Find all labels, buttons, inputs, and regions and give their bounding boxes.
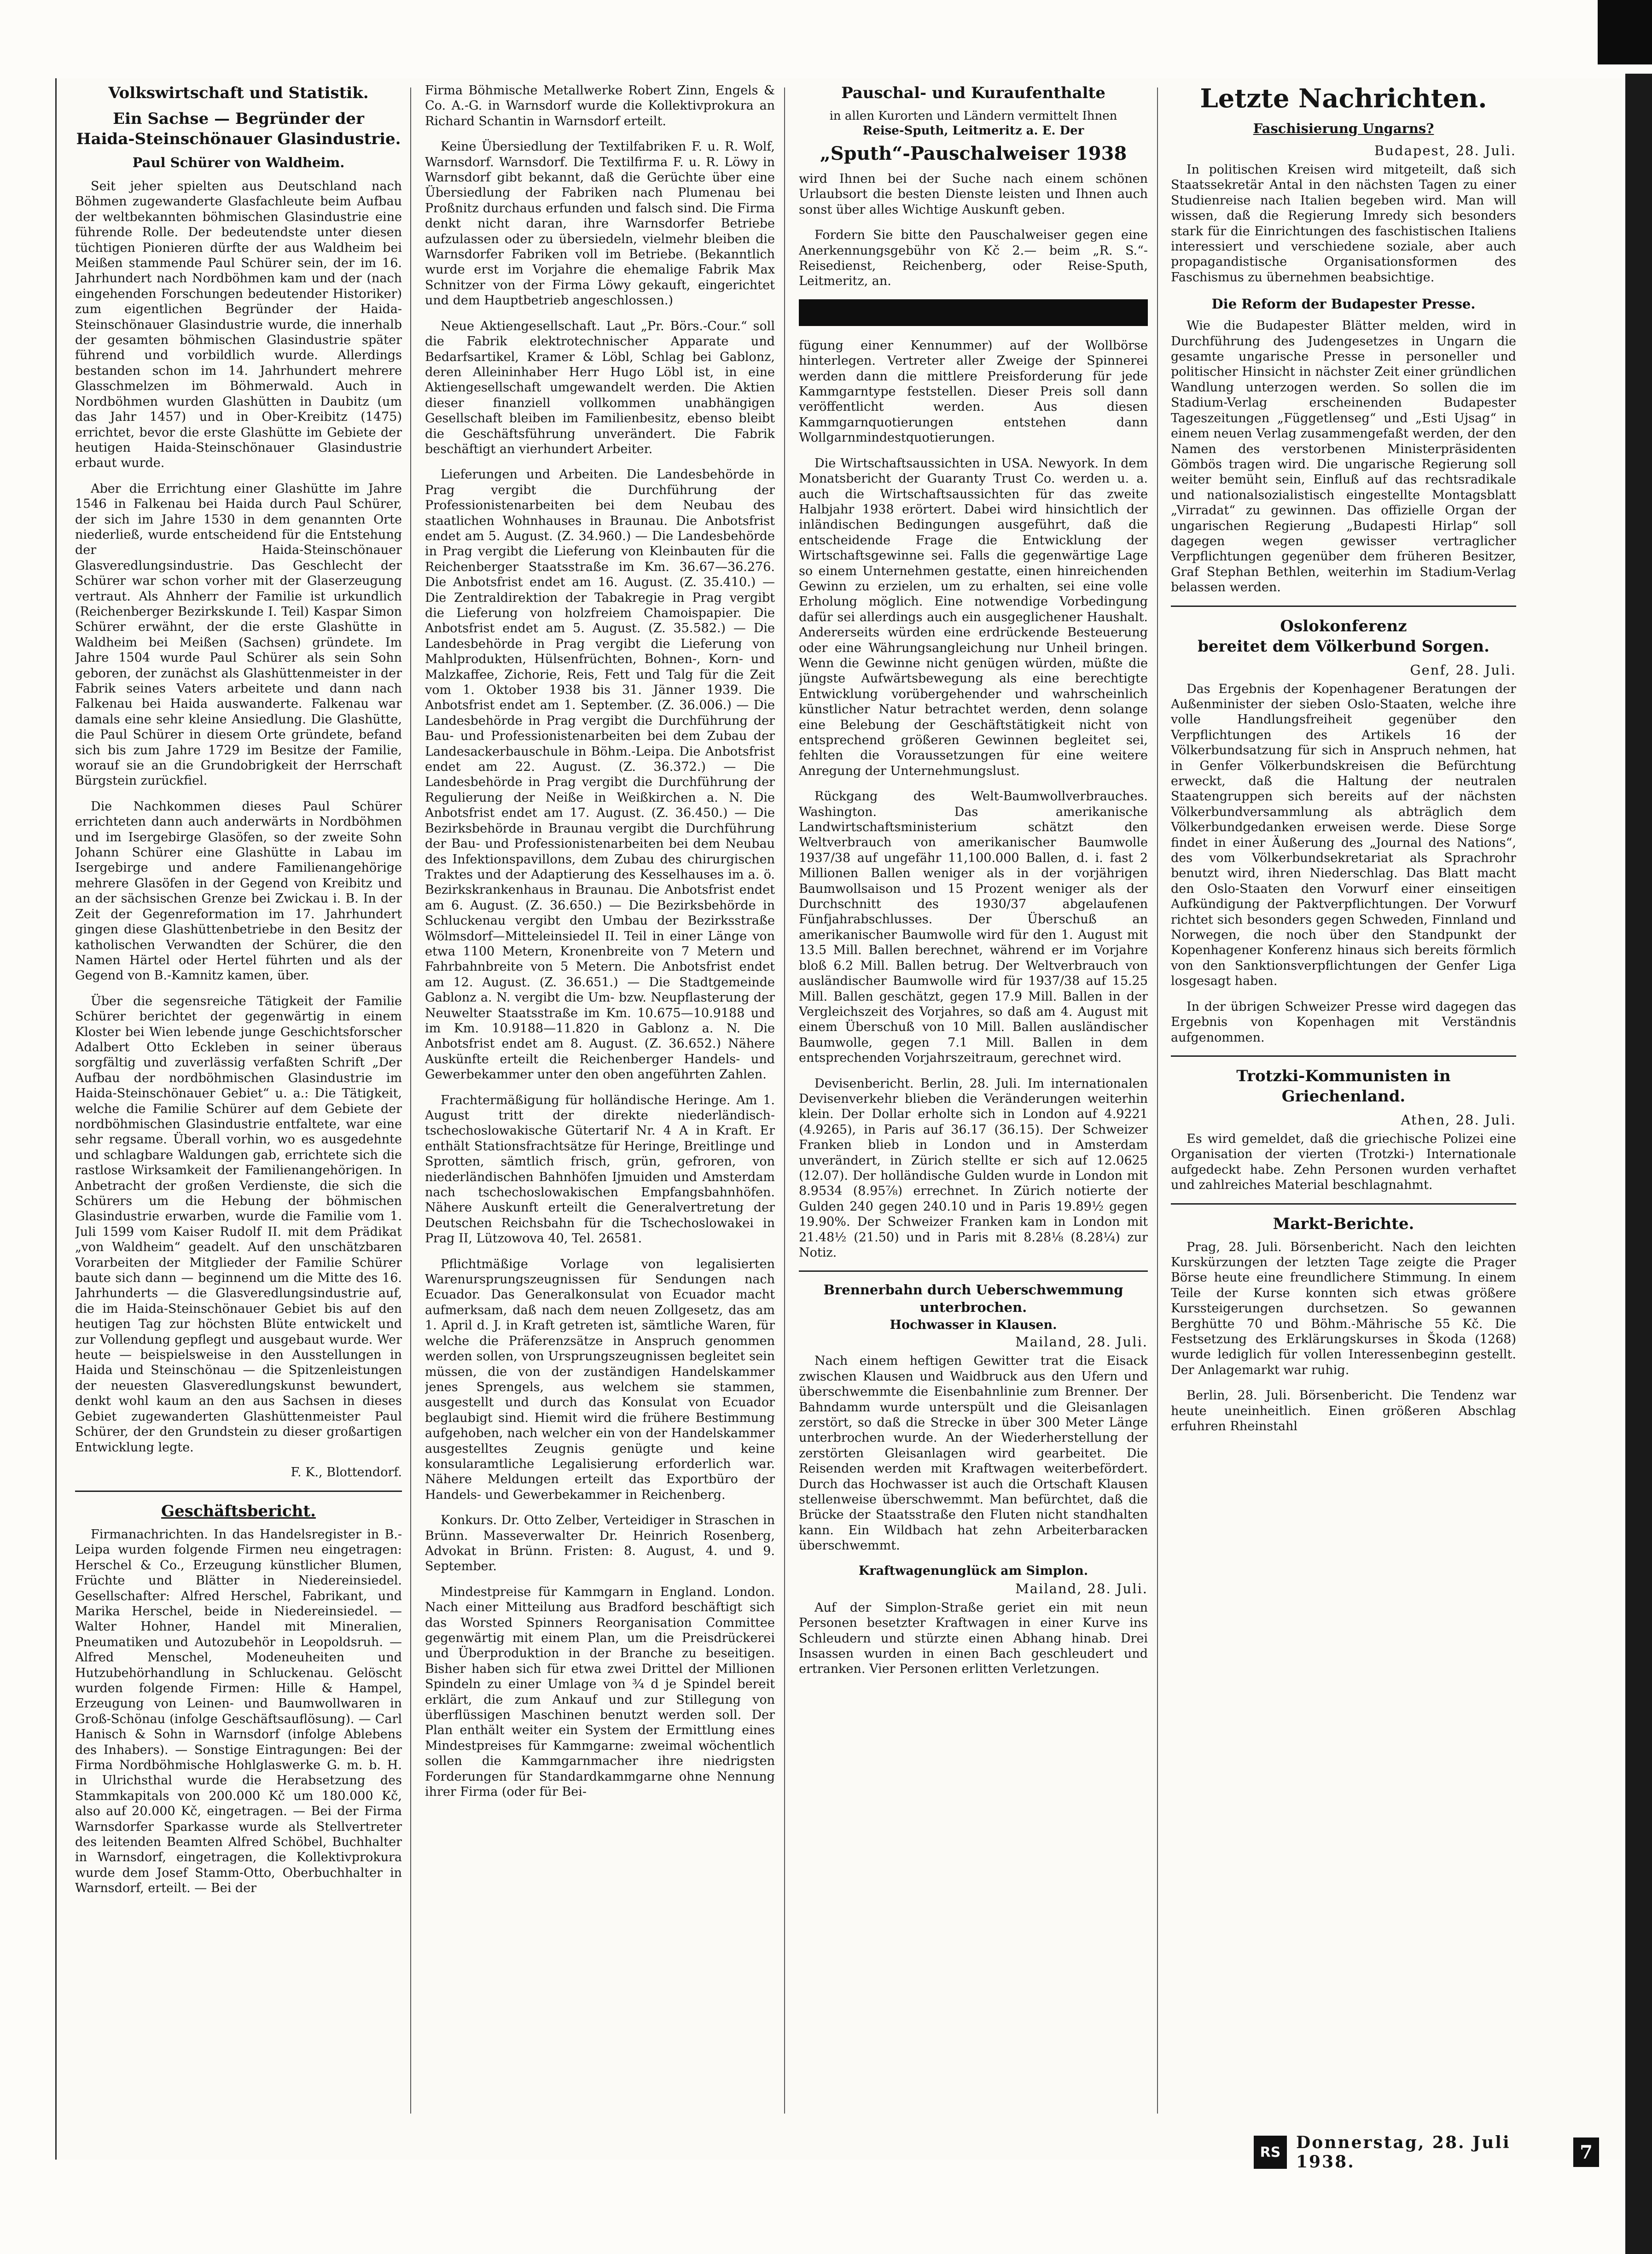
column-travel-and-world: [799, 83, 1148, 2127]
column-divider: [784, 87, 785, 2114]
article-title-line1: Trotzki-Kommunisten in: [1236, 1066, 1451, 1085]
article-title-line2: Griechenland.: [1281, 1087, 1406, 1106]
section-heading: Geschäftsbericht.: [161, 1502, 316, 1520]
dateline: Genf, 28. Juli.: [1410, 662, 1516, 678]
separator: [1171, 606, 1516, 607]
column-business-news: [425, 83, 775, 2127]
scan-edge-right: [1625, 74, 1652, 2254]
article-signature: F. K., Blottendorf.: [291, 1465, 402, 1479]
column-divider: [410, 87, 411, 2114]
separator: [75, 1491, 402, 1492]
separator: [1171, 1055, 1516, 1057]
article-title-line1: Brennerbahn durch Ueberschwemmung: [823, 1282, 1123, 1298]
article-byline: Paul Schürer von Waldheim.: [132, 155, 345, 170]
news-item: Pflichtmäßige Vorlage von legalisierten Warenursprungszeugnissen für Sendungen nach Ecuador. Das Generalkonsulat von Ecuador macht aufmerksam, daß nach dem neuen Zollgesetz, das am 1. April d. J. in Kraft getreten ist, sämtliche Waren, für welche die Präferenzsätze in Anspruch genommen werden sollen, von Ursprungszeugnissen begleitet sein müssen, die von der zuständigen Handelskammer jenes Sprengels, aus welchem sie stammen, ausgestellt und durch das Konsulat von Ecuador beglaubigt sind. Hiemit wird die frühere Bestimmung aufgehoben, nach welcher ein von der Handelskammer ausgestelltes Zeugnis genügte und keine konsularamtliche Legalisierung erforderlich war. Nähere Meldungen erteilt das Exportbüro der Handels- und Gewerbekammer in Reichenberg.: [425, 1257, 775, 1502]
article-paragraph: Die Nachkommen dieses Paul Schürer errichteten dann auch anderwärts in Nordböhmen und im Isergebirge Glasöfen, so der zweite Sohn Johann Schürer eine Glashütte in Labau im Isergebirge und andere Familienangehörige mehrere Glasöfen in der Gegend von Kreibitz und an der sächsischen Grenze bei Zwickau i. B. In der Zeit der Gegenreformation im 17. Jahrhundert gingen diese Glashüttenbetriebe in den Besitz der katholischen Verwandten der Schürer, die den Namen Härtel oder Hertel führten und als der Gegend von B.-Kamnitz kamen, über.: [75, 799, 402, 983]
ad-title-secondary: „Sputh“-Pauschalweiser 1938: [820, 143, 1127, 164]
ad-title: Pauschal- und Kuraufenthalte: [841, 84, 1105, 102]
article-paragraph: Es wird gemeldet, daß die griechische Polizei eine Organisation der vierten (Trotzki-) Internationale aufgedeckt habe. Zehn Personen wurden verhaftet und zahlreiches Material beschlagnahmt.: [1171, 1131, 1516, 1193]
news-item: Neue Aktiengesellschaft. Laut „Pr. Börs.-Cour.“ soll die Fabrik elektrotechnischer Apparate und Bedarfsartikel, Kramer & Löbl, Schlag bei Gablonz, deren Alleininhaber Herr Hugo Löbl ist, in eine Aktiengesellschaft umgewandelt werden. Die Aktien dieser finanziell vollkommen unabhängigen Gesellschaft bleiben im Familienbesitz, ebenso bleibt die Geschäftsführung unverändert. Die Fabrik beschäftigt an vierhundert Arbeiter.: [425, 319, 775, 456]
article-title-line2: bereitet dem Völkerbund Sorgen.: [1198, 637, 1489, 656]
article-title: Die Reform der Budapester Presse.: [1211, 296, 1476, 312]
ad-text: wird Ihnen bei der Suche nach einem schönen Urlaubsort die besten Dienste leisten und Ihnen auch sonst über alles Wichtige Auskunft geben.: [799, 172, 1148, 217]
dateline: Mailand, 28. Juli.: [1015, 1334, 1148, 1350]
article-title: Kraftwagenunglück am Simplon.: [858, 1563, 1088, 1578]
advertisement: [799, 83, 1148, 289]
article-paragraph: Über die segensreiche Tätigkeit der Familie Schürer berichtet der gegenwärtig in einem Kloster bei Wien lebende junge Geschichtsforscher Adalbert Otto Eckleben in seiner überaus sorgfältig und zuverlässig verfaßten Schrift „Der Aufbau der nordböhmischen Glasindustrie im Haida-Steinschönauer Gebiet“ u. a.: Die Tätigkeit, welche die Familie Schürer auf dem Gebiete der nordböhmischen Glasindustrie entfaltete, war eine sehr regsame. Überall vorhin, wo es ausgedehnte und schlagbare Waldungen gab, errichtete sich die rastlose Wirksamkeit der Familienangehörigen. In Anbetracht der großen Verdienste, die sich die Schürers um die Hebung der böhmischen Glasindustrie erwarben, wurde die Familie vom 1. Juli 1599 vom Kaiser Rudolf II. mit dem Prädikat „von Waldheim“ geadelt. Auf den unschätzbaren Vorarbeiten der Mitglieder der Familie Schürer baute sich dann — beginnend um die Mitte des 16. Jahrhunderts — die Glasveredlungsindustrie auf, die im Haida-Steinschönauer Gebiet bis auf den heutigen Tag zur höchsten Blüte entwickelt und zur Vollendung gepflegt und ausgebaut wurde. Wer heute — beispielsweise in den Ausstellungen in Haida und Steinschönau — die Spitzenleistungen der neuesten Glasveredlungskunst bewundert, denkt wohl kaum an den aus Sachsen in dieses Gebiet zugewanderten Glashüttenmeister Paul Schürer, der den Grundstein zu dieser großartigen Entwicklung legte.: [75, 994, 402, 1455]
article-paragraph: Auf der Simplon-Straße geriet ein mit neun Personen besetzter Kraftwagen in einer Kurve ins Schleudern und stürzte einen Abhang hinab. Drei Insassen wurden in einen Bach geschleudert und ertranken. Vier Personen erlitten Verletzungen.: [799, 1600, 1148, 1677]
page-footer: [1254, 2133, 1599, 2172]
page-number: 7: [1573, 2138, 1599, 2167]
article-paragraph: In der übrigen Schweizer Presse wird dagegen das Ergebnis von Kopenhagen mit Verständnis aufgenommen.: [1171, 999, 1516, 1045]
article-paragraph: fügung einer Kennummer) auf der Wollbörse hinterlegen. Vertreter aller Zweige der Spinnerei werden dann die mittlere Preisforderung für jede Kammgarntype feststellen. Dieser Preis soll dann veröffentlicht werden. Aus diesen Kammgarnquotierungen entstehen dann Wollgarnmindestquotierungen.: [799, 338, 1148, 445]
news-item: Die Wirtschaftsaussichten in USA. Newyork. In dem Monatsbericht der Guaranty Trust Co. werden u. a. auch die Wirtschaftsaussichten für das zweite Halbjahr 1938 erörtert. Dabei wird hinsichtlich der inländischen Bedingungen ausgeführt, daß die entscheidende Frage die Entwicklung der Wirtschaftsgewinne sei. Falls die gegenwärtige Lage so einem Unternehmen gestatte, einen hinreichenden Gewinn zu erzielen, um zu erhalten, sei eine volle Erholung möglich. Eine notwendige Vorbedingung dafür sei allerdings auch ein ausgeglichener Haushalt. Andererseits würden eine erdrückende Besteuerung oder eine Währungsangleichung nur Unheil bringen. Wenn die Gewinne nicht genügen würden, müßte die jüngste Aufwärtsbewegung als eine berechtigte Entwicklung vorübergehender und wahrscheinlich künstlicher Natur betrachtet werden, denn solange eine Belebung der Geschäftstätigkeit nicht von entsprechend größeren Gewinnen begleitet sei, fehlten die Voraussetzungen für eine weitere Anregung der Unternehmungslust.: [799, 456, 1148, 778]
article-paragraph: Firma Böhmische Metallwerke Robert Zinn, Engels & Co. A.-G. in Warnsdorf wurde die Kollektivprokura an Richard Schantin in Warnsdorf erteilt.: [425, 83, 775, 128]
news-item: Lieferungen und Arbeiten. Die Landesbehörde in Prag vergibt die Durchführung der Professionistenarbeiten bei dem Neubau des staatlichen Wohnhauses in Braunau. Die Anbotsfrist endet am 5. August. (Z. 34.960.) — Die Landesbehörde in Prag vergibt die Lieferung von Kleinbauten für die Reichenberger Staatsstraße im Km. 36.67—36.276. Die Anbotsfrist endet am 16. August. (Z. 35.410.) — Die Zentraldirektion der Tabakregie in Prag vergibt die Lieferung von holzfreiem Chamoispapier. Die Anbotsfrist endet am 5. August. (Z. 35.582.) — Die Landesbehörde in Prag vergibt die Lieferung von Mahlprodukten, Hülsenfrüchten, Bohnen-, Korn- und Malzkaffee, Zichorie, Reis, Fett und Talg für die Zeit vom 1. Oktober 1938 bis 31. Jänner 1939. Die Anbotsfrist endet am 1. September. (Z. 36.006.) — Die Landesbehörde in Prag vergibt die Durchführung der Bau- und Professionistenarbeiten bei dem Zubau der Landesackerbauschule in Böhm.-Leipa. Die Anbotsfrist endet am 22. August. (Z. 36.372.) — Die Landesbehörde in Prag vergibt die Durchführung der Regulierung der Neiße in Weißkirchen a. N. Die Anbotsfrist endet am 17. August. (Z. 36.450.) — Die Bezirksbehörde in Braunau vergibt die Durchführung der Bau- und Professionistenarbeiten bei dem Neubau des Infektionspavillons, dem Zubau des chirurgischen Traktes und der Adaptierung des Kesselhauses im a. ö. Bezirkskrankenhaus in Braunau. Die Anbotsfrist endet am 6. August. (Z. 36.650.) — Die Bezirksbehörde in Schluckenau vergibt den Umbau der Bezirksstraße Wölmsdorf—Mitteleinsiedel II. Teil in einer Länge von etwa 1100 Metern, Kronenbreite von 7 Metern und Fahrbahnbreite von 5 Metern. Die Anbotsfrist endet am 12. August. (Z. 36.651.) — Die Stadtgemeinde Gablonz a. N. vergibt die Um- bzw. Neupflasterung der Neuwelter Staatsstraße im Km. 10.675—10.9188 und im Km. 10.9188—11.820 in Gablonz a. N. Die Anbotsfrist endet am 8. August. (Z. 36.652.) Nähere Auskünfte erteilt die Reichenberger Handels- und Gewerbekammer unter den oben angeführten Zahlen.: [425, 467, 775, 1082]
market-report: Prag, 28. Juli. Börsenbericht. Nach den leichten Kurskürzungen der letzten Tage zeigte die Prager Börse heute eine freundlichere Stimmung. In einem Teile der Kurse konnten sich etwas größere Kurssteigerungen durchsetzen. So gewannen Berghütte 70 und Böhm.-Mährische 55 Kč. Die Festsetzung des Erklärungskurses in Škoda (1268) wurde lediglich für vollen Interessenbeginn gestellt. Der Anlagemarkt war ruhig.: [1171, 1240, 1516, 1377]
article-paragraph: In politischen Kreisen wird mitgeteilt, daß sich Staatssekretär Antal in den nächsten Tagen zu einer Studienreise nach Italien begeben wird. Man will wissen, daß die Regierung Imredy sich besonders stark für die Einrichtungen des faschistischen Italiens interessiert und verschiedene soziale, aber auch propagandistische Organisationsformen des Faschismus zu übernehmen beabsichtige.: [1171, 163, 1516, 285]
newspaper-logo: RS: [1254, 2136, 1287, 2169]
separator: [799, 1270, 1148, 1272]
column-divider: [1157, 87, 1158, 2114]
news-item: Rückgang des Welt-Baumwollverbrauches. Washington. Das amerikanische Landwirtschaftsministerium schätzt den Weltverbrauch von amerikanischer Baumwolle 1937/38 auf ungefähr 11,100.000 Ballen, d. i. fast 2 Millionen Ballen weniger als in der vorjährigen Baumwollsaison und 15 Prozent weniger als der Durchschnitt des 1930/37 abgelaufenen Fünfjahrabschlusses. Der Überschuß an amerikanischer Baumwolle wird für den 1. August mit 13.5 Mill. Ballen berechnet, während er im Vorjahre bloß 6.2 Mill. Ballen betrug. Der Weltverbrauch von ausländischer Baumwolle wird für 1937/38 auf 15.25 Mill. Ballen geschätzt, gegen 17.9 Mill. Ballen in der Vergleichszeit des Vorjahres, so daß am 4. August mit einem Überschuß von 10 Mill. Ballen ausländischer Baumwolle, gegen 7.1 Mill. Ballen in dem entsprechenden Vorjahrszeitraum, gerechnet wird.: [799, 789, 1148, 1066]
issue-date: Donnerstag, 28. Juli 1938.: [1296, 2133, 1511, 2172]
article-subtitle: Hochwasser in Klausen.: [890, 1318, 1057, 1333]
ad-text: Fordern Sie bitte den Pauschalweiser gegen eine Anerkennungsgebühr von Kč 2.— beim „R. S.“-Reisedienst, Reichenberg, oder Reise-Sputh, Leitmeritz, an.: [799, 228, 1148, 289]
article-title-line2: unterbrochen.: [919, 1299, 1027, 1316]
separator: [1171, 1203, 1516, 1205]
ad-line: in allen Kurorten und Ländern vermittelt Ihnen: [829, 109, 1117, 123]
news-item: Keine Übersiedlung der Textilfabriken F. u. R. Wolf, Warnsdorf. Warnsdorf. Die Textilfirma F. u. R. Löwy in Warnsdorf gibt bekannt, daß die Gerüchte über eine Übersiedlung der Fabriken nach Plumenau bei Proßnitz durchaus erfunden und falsch sind. Die Firma denkt nicht daran, ihre Warnsdorfer Betriebe aufzulassen oder zu übersiedeln, vielmehr bleiben die Warnsdorfer Fabriken voll im Betriebe. (Bekanntlich wurde erst im Vorjahre die ehemalige Fabrik Max Schnitzer von der Firma Löwy gekauft, eingerichtet und dem Hauptbetrieb angeschlossen.): [425, 140, 775, 308]
article-title-line2: Haida-Steinschönauer Glasindustrie.: [76, 130, 401, 148]
dateline: Mailand, 28. Juli.: [1015, 1580, 1148, 1596]
article-title-line1: Oslokonferenz: [1280, 617, 1407, 635]
news-item: Frachtermäßigung für holländische Heringe. Am 1. August tritt der direkte niederländisch-tschechoslowakische Gütertarif Nr. 4 A in Kraft. Er enthält Stationsfrachtsätze für Heringe, Breitlinge und Sprotten, sämtlich frisch, grün, gefroren, von niederländischen Bahnhöfen Ijmuiden und Amsterdam nach tschechoslowakischen Empfangsbahnhöfen. Nähere Auskunft erteilt die Generalvertretung der Deutschen Reichsbahn für die Tschechoslowakei in Prag II, Lützowova 40, Tel. 26581.: [425, 1093, 775, 1246]
scan-edge-top-right: [1598, 0, 1652, 64]
article-paragraph: Das Ergebnis der Kopenhagener Beratungen der Außenminister der sieben Oslo-Staaten, welche ihre volle Handlungsfreiheit gegenüber den Verpflichtungen des Artikels 16 der Völkerbundsatzung für sich in Anspruch nehmen, hat in Genfer Völkerbundskreisen die Befürchtung erweckt, daß die Haltung der neutralen Staatengruppen sich bereits auf der nächsten Völkerbundversammlung als abträglich dem Völkerbundgedanken erweisen werde. Diese Sorge findet in einer Äußerung des „Journal des Nations“, des vom Völkerbundsekretariat als Sprachrohr benutzt wird, ihren Niederschlag. Das Blatt macht den Oslo-Staaten den Vorwurf einer einseitigen Aufkündigung der Paktverpflichtungen. Der Vorwurf richtet sich besonders gegen Schweden, Finnland und Norwegen, die noch über den Standpunkt der Kopenhagener Konferenz hinaus sich bereits förmlich von den Sanktionsverpflichtungen der Genfer Liga losgesagt haben.: [1171, 681, 1516, 989]
article-paragraph: Aber die Errichtung einer Glashütte im Jahre 1546 in Falkenau bei Haida durch Paul Schürer, der sich im Jahre 1530 in dem genannten Orte niederließ, wurde entscheidend für die Entstehung der Haida-Steinschönauer Glasveredlungsindustrie. Das Geschlecht der Schürer war schon vorher mit der Glaserzeugung vertraut. Als Ahnherr der Familie ist urkundlich (Reichenberger Bezirkskunde I. Teil) Kaspar Simon Schürer erwähnt, der die erste Glashütte in Waldheim bei Meißen (Sachsen) gründete. Im Jahre 1504 wurde Paul Schürer als sein Sohn geboren, der zunächst als Glashüttenmeister in der Fabrik seines Vaters arbeitete und dann nach Falkenau bei Haida auswanderte. Falkenau war damals eine sehr kleine Ansiedlung. Die Glashütte, die Paul Schürer in diesem Orte gründete, befand sich bis zum Jahre 1729 im Besitze der Familie, worauf sie an die Grundobrigkeit der Herrschaft Bürgstein zurückfiel.: [75, 481, 402, 788]
article-paragraph: Nach einem heftigen Gewitter trat die Eisack zwischen Klausen und Waidbruck aus den Ufern und überschwemmte die Eisenbahnlinie zum Brenner. Der Bahndamm wurde unterspült und die Gleisanlagen zerstört, so daß die Strecke in über 300 Meter Länge unterbrochen wurde. An der Wiederherstellung der zerstörten Gleisanlagen wird gearbeitet. Die Reisenden werden mit Kraftwagen weiterbefördert. Durch das Hochwasser ist auch die Ortschaft Klausen stellenweise überschwemmt. Man befürchtet, daß die Brücke der Staatsstraße den Fluten nicht standhalten kann. Ein Wildbach hat zehn Arbeiterbaracken überschwemmt.: [799, 1354, 1148, 1553]
news-item: Konkurs. Dr. Otto Zelber, Verteidiger in Straschen in Brünn. Masseverwalter Dr. Heinrich Rosenberg, Advokat in Brünn. Fristen: 8. August, 4. und 9. September.: [425, 1513, 775, 1574]
section-heading: Letzte Nachrichten.: [1200, 83, 1487, 114]
section-heading: Markt-Berichte.: [1273, 1214, 1414, 1233]
news-item: Devisenbericht. Berlin, 28. Juli. Im internationalen Devisenverkehr blieben die Veränderungen weiterhin klein. Der Dollar erholte sich in London auf 4.9221 (4.9265), in Paris auf 36.17 (36.15). Der Schweizer Franken blieb in London und in Amsterdam unverändert, in Zürich stellte er sich auf 12.0625 (12.07). Der holländische Gulden wurde in London mit 8.9534 (8.95⅞) errechnet. In Zürich notierte der Gulden 240 gegen 240.10 und in Paris 19.89½ gegen 19.90%. Der Schweizer Franken kam in London mit 21.48½ (21.50) und in Paris mit 8.28⅛ (8.28¼) zur Notiz.: [799, 1076, 1148, 1260]
article-title: Faschisierung Ungarns?: [1253, 121, 1434, 136]
article-paragraph: Firmanachrichten. In das Handelsregister in B.-Leipa wurden folgende Firmen neu eingetragen: Herschel & Co., Erzeugung künstlicher Blumen, Früchte und Blätter in Niedereinsiedel. Gesellschafter: Alfred Herschel, Fabrikant, und Marika Herschel, beide in Niedereinsiedel. — Walter Hohner, Handel mit Mineralien, Pneumatiken und Autozubehör in Leopoldsruh. — Alfred Menschel, Modeneuheiten und Hutzubehörhandlung in Schluckenau. Gelöscht wurden folgende Firmen: Hille & Hampel, Erzeugung von Leinen- und Baumwollwaren in Groß-Schönau (infolge Geschäftsauflösung). — Carl Hanisch & Sohn in Warnsdorf (infolge Ablebens des Inhabers). — Sonstige Eintragungen: Bei der Firma Nordböhmische Hohlglaswerke G. m. b. H. in Ulrichsthal wurde die Herabsetzung des Stammkapitals von 200.000 Kč um 180.000 Kč, also auf 20.000 Kč, eingetragen. — Bei der Firma Warnsdorfer Sparkasse wurde als Stellvertreter des leitenden Beamten Alfred Schöbel, Buchhalter in Warnsdorf, eingetragen, die Kollektivprokura wurde dem Josef Stamm-Otto, Oberbuchhalter in Warnsdorf, erteilt. — Bei der: [75, 1527, 402, 1896]
market-report: Berlin, 28. Juli. Börsenbericht. Die Tendenz war heute uneinheitlich. Einen größeren Abschlag erfuhren Rheinstahl: [1171, 1388, 1516, 1433]
article-title-line1: Ein Sachse — Begründer der: [113, 110, 364, 128]
dateline: Budapest, 28. Juli.: [1374, 143, 1516, 158]
redacted-bar: [799, 299, 1148, 326]
ad-line: Reise-Sputh, Leitmeritz a. E. Der: [862, 124, 1084, 138]
section-heading: Volkswirtschaft und Statistik.: [108, 84, 369, 102]
newspaper-page: [55, 78, 1622, 2172]
article-paragraph: Wie die Budapester Blätter melden, wird in Durchführung des Judengesetzes in Ungarn die gesamte ungarische Presse in personeller und politischer Hinsicht in nächster Zeit einer gründlichen Wandlung unterzogen werden. So sollen die im Stadium-Verlag erscheinenden Budapester Tageszeitungen „Függetlenseg“ und „Esti Ujsag“ in einem neuen Verlag zusammengefaßt werden, der den Namen des verstorbenen Ministerpräsidenten Gömbös tragen wird. Die ungarische Regierung soll weiter bemüht sein, Einfluß auf das rechtsradikale und nationalsozialistisch eingestellte Montagsblatt „Virradat“ zu gewinnen. Das offizielle Organ der ungarischen Regierung „Budapesti Hirlap“ soll dagegen wegen gewisser vertraglicher Verpflichtungen gegenüber dem früheren Besitzer, Graf Stephan Bethlen, weiterhin im Stadium-Verlag belassen werden.: [1171, 319, 1516, 595]
column-economy: [75, 83, 402, 2127]
news-item: Mindestpreise für Kammgarn in England. London. Nach einer Mitteilung aus Bradford beschäftigt sich das Worsted Spinners Reorganisation Committee gegenwärtig mit einem Plan, um die Preisdrückerei und Überproduktion in der Branche zu beseitigen. Bisher haben sich für etwa zwei Drittel der Millionen Spindeln zu einer Umlage von ¾ d je Spindel bereit erklärt, die zum Ankauf und zur Stillegung von überflüssigen Maschinen benutzt werden soll. Der Plan enthält weiter ein System der Ermittlung eines Mindestpreises für Kammgarne: zweimal wöchentlich sollen die Kammgarnmacher ihre niedrigsten Forderungen für Standardkammgarne ohne Nennung ihrer Firma (oder für Bei-: [425, 1584, 775, 1800]
article-paragraph: Seit jeher spielten aus Deutschland nach Böhmen zugewanderte Glasfachleute beim Aufbau der weltbekannten böhmischen Glasindustrie eine führende Rolle. Der bedeutendste unter diesen tüchtigen Pionieren dürfte der aus Waldheim bei Meißen stammende Paul Schürer sein, der im 16. Jahrhundert nach Nordböhmen kam und der (nach eingehenden Forschungen bedeutender Historiker) zum eigentlichen Begründer der Haida-Steinschönauer Glasindustrie wurde, die innerhalb der gesamten böhmischen Glasindustrie später führend und vorbildlich wurde. Allerdings bestanden schon im 14. Jahrhundert mehrere Glasschmelzen im Böhmerwald. Auch in Nordböhmen wurden Glashütten in Daubitz (um das Jahr 1457) und in Ober-Kreibitz (1475) errichtet, bevor die erste Glashütte im Gebiete der heutigen Haida-Steinschönauer Glasindustrie erbaut wurde.: [75, 179, 402, 471]
column-latest-news: [1171, 83, 1516, 2063]
dateline: Athen, 28. Juli.: [1401, 1112, 1516, 1128]
